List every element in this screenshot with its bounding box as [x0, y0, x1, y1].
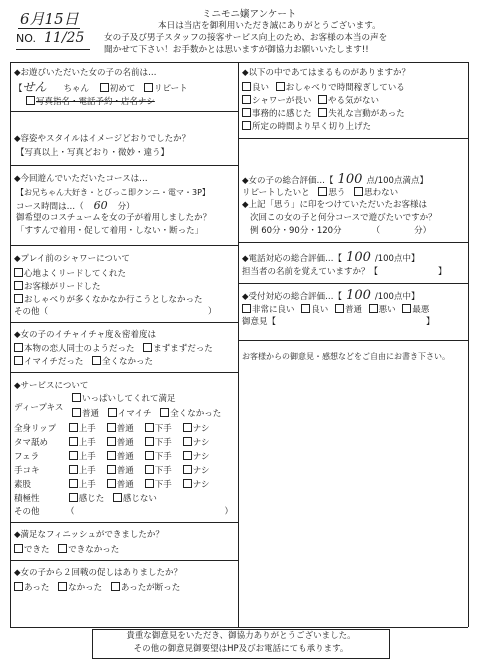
- q3-title: ◆今回遊んでいただいたコースは…: [14, 174, 148, 184]
- q4-title: ◆プレイ前のシャワーについて: [14, 254, 130, 264]
- first-time-checkbox[interactable]: [100, 83, 109, 92]
- q6-divider: [10, 522, 238, 523]
- top-border: [10, 62, 468, 63]
- r3-staff-name[interactable]: 担当者の名前を覚えていますか？【 】: [242, 267, 447, 277]
- r5-free-comment-prompt: お客様からの御意見・感想などをご自由にお書き下さい。: [242, 352, 450, 361]
- q4-other: その他（ ）: [14, 307, 217, 317]
- r1-row-3[interactable]: 事務的に感じた 失礼な言動があった: [242, 108, 405, 120]
- q1-title: ◆お遊びいただいた女の子の名前は…: [14, 68, 157, 78]
- q7-title: ◆満足なフィニッシュができましたか？: [14, 530, 164, 540]
- column-divider: [238, 62, 239, 627]
- service-row-sekkyoku[interactable]: 積極性 感じた 感じない: [14, 494, 157, 504]
- footer-line-2: その他の御意見御要望はHP及びお電話にても承ります。: [133, 644, 349, 654]
- number-underline: [16, 49, 90, 50]
- deep-kiss-top-option[interactable]: いっぱいしてくれて満足: [72, 393, 176, 405]
- q1-answer-row: 【せん ちゃん 初めて リピート: [14, 80, 188, 94]
- r4-divider: [238, 340, 468, 341]
- number-label: NO.: [16, 32, 36, 45]
- service-row-zenshin[interactable]: 全身リップ 上手 普通 下手 ナシ: [14, 424, 210, 434]
- r1-divider: [238, 138, 468, 139]
- r3-score-row: ◆電話対応の総合評価…【 100 /100点中】: [242, 250, 420, 265]
- date-handwritten: 6月15日: [20, 10, 79, 28]
- q7-divider: [10, 560, 238, 561]
- q4-option-2[interactable]: お客様がリードした: [14, 281, 101, 293]
- r2-line-3: 次回この女の子と何分コースで遊びたいですか？: [250, 213, 437, 223]
- q5-title: ◆女の子のイチャイチャ度＆密着度は: [14, 330, 157, 340]
- footer-box: [92, 629, 390, 659]
- service-other: その他 （ ）: [14, 507, 234, 517]
- course-time-handwritten: 60: [93, 199, 108, 212]
- q5-divider: [10, 372, 238, 373]
- q5-row-1[interactable]: 本物の恋人同士のようだった まずまずだった: [14, 343, 213, 355]
- r1-title: ◆以下の中であてはまるものがありますか？: [242, 68, 411, 78]
- intro-line-2: 女の子及び男子スタッフの接客サービス向上のため、お客様の本当の声を: [104, 33, 388, 43]
- free-comment-area[interactable]: [242, 368, 464, 620]
- r4-opinion[interactable]: 御意見【 】: [242, 317, 435, 327]
- q3-course-options[interactable]: 【お兄ちゃん大好き・とびっこ即クンニ・電マ・3P】: [16, 188, 210, 197]
- r4-score-row: ◆受付対応の総合評価…【 100 /100点中】: [242, 288, 420, 303]
- r2-divider: [238, 242, 468, 243]
- service-row-tama[interactable]: タマ舐め 上手 普通 下手 ナシ: [14, 438, 210, 448]
- service-row-sumata[interactable]: 素股 上手 普通 下手 ナシ: [14, 480, 210, 490]
- q4-option-3[interactable]: おしゃべりが多くなかなか行こうとしなかった: [14, 294, 203, 306]
- r1-row-4[interactable]: 所定の時間より早く切り上げた: [242, 121, 371, 133]
- q6-title: ◆サービスについて: [14, 381, 89, 391]
- number-handwritten: 11/25: [44, 30, 85, 46]
- service-row-fera[interactable]: フェラ 上手 普通 下手 ナシ: [14, 452, 210, 462]
- r2-line-2: ◆上記「思う」に印をつけていただいたお客様は: [242, 200, 428, 210]
- date-underline: [18, 28, 80, 29]
- footer-line-1: 貴重な御意見をいただき、御協力ありがとうございました。: [126, 631, 356, 641]
- q3-costume-options[interactable]: 「すすんで着用・促して着用・しない・断った」: [16, 226, 204, 236]
- q8-title: ◆女の子から２回戦の促しはありましたか？: [14, 568, 183, 578]
- r2-line-4[interactable]: 例 60分・90分・120分 （ 分）: [250, 226, 432, 236]
- q2-options[interactable]: 【写真以上・写真どおり・微妙・違う】: [16, 148, 170, 158]
- r2-score-row: ◆女の子の総合評価…【 100 点/100点満点】: [242, 172, 428, 187]
- r2-repeat-row[interactable]: リピートしたいと 思う 思わない: [242, 188, 399, 198]
- intro-line-3: 聞かせて下さい！お手数かとは思いますが御協力お願いいたします!!: [104, 45, 369, 55]
- q4-divider: [10, 322, 238, 323]
- phone-score-handwritten: 100: [346, 250, 371, 265]
- right-border: [468, 62, 469, 627]
- chan-label: ちゃん: [63, 84, 90, 94]
- r1-row-1[interactable]: 良い おしゃべりで時間稼ぎしている: [242, 82, 405, 94]
- q1-divider: [10, 111, 238, 112]
- q3-course-time: コース時間は…（ 60 分）: [16, 199, 135, 212]
- q2-divider: [10, 165, 238, 166]
- repeat-label: リピート: [153, 84, 188, 94]
- girl-score-handwritten: 100: [337, 172, 363, 187]
- q2-title: ◆容姿やスタイルはイメージどおりでしたか？: [14, 134, 191, 144]
- q3-costume-question: 御希望のコスチュームを女の子が着用しましたか？: [16, 213, 212, 223]
- service-row-tekoki[interactable]: 手コキ 上手 普通 下手 ナシ: [14, 466, 210, 476]
- r3-divider: [238, 283, 468, 284]
- q1-sub-options: 写真指名・電話予約・店名ナシ: [26, 96, 155, 108]
- deep-kiss-label: ディープキス: [14, 403, 64, 413]
- q8-options[interactable]: あった なかった あったが断った: [14, 582, 180, 594]
- intro-line-1: 本日は当店を御利用いただき誠にありがとうございます。: [158, 21, 381, 31]
- first-time-label: 初めて: [109, 84, 136, 94]
- repeat-checkbox[interactable]: [144, 83, 153, 92]
- deep-kiss-options[interactable]: 普通 イマイチ 全くなかった: [72, 408, 221, 420]
- form-title: ミニモニ嬢アンケート: [202, 9, 297, 20]
- r1-row-2[interactable]: シャワーが長い やる気がない: [242, 95, 379, 107]
- r4-options[interactable]: 非常に良い 良い 普通 悪い 最悪: [242, 304, 429, 316]
- q3-divider: [10, 245, 238, 246]
- bottom-border: [10, 627, 468, 628]
- q4-option-1[interactable]: 心地よくリードしてくれた: [14, 268, 126, 280]
- reception-score-handwritten: 100: [346, 288, 371, 303]
- left-border: [10, 62, 11, 627]
- q5-row-2[interactable]: イマイチだった 全くなかった: [14, 356, 153, 368]
- q7-options[interactable]: できた できなかった: [14, 544, 119, 556]
- girl-name-handwritten: せん: [22, 80, 47, 94]
